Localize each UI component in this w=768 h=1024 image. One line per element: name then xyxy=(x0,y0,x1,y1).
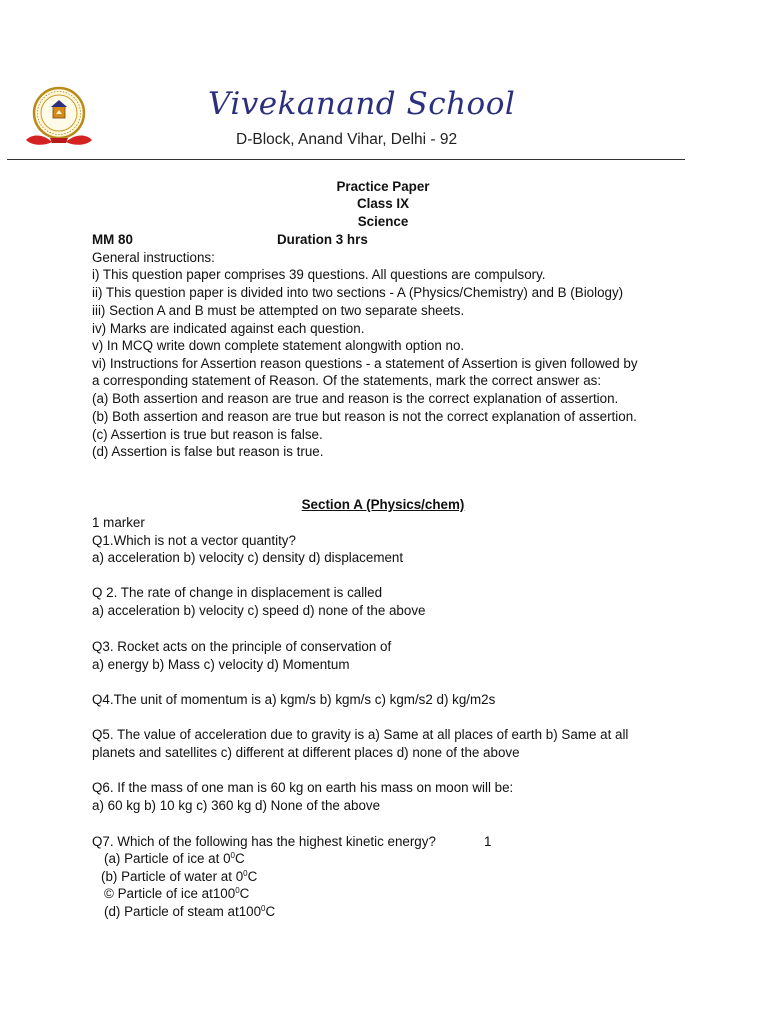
duration: Duration 3 hrs xyxy=(277,232,368,247)
instruction-item: i) This question paper comprises 39 questions. All questions are compulsory. xyxy=(92,267,546,282)
q7-option: © Particle of ice $at100^0C$ xyxy=(104,886,250,901)
q6-options: a) 60 kg b) 10 kg c) 360 kg d) None of the above xyxy=(92,798,381,813)
q7-option: (b) Particle of water at $0^0C$ xyxy=(101,869,258,884)
instruction-item: vi) Instructions for Assertion reason questions - a statement of Assertion is given followed by xyxy=(92,356,638,371)
q6-question: Q6. If the mass of one man is 60 kg on earth his mass on moon will be: xyxy=(92,780,514,795)
q1-options: a) acceleration b) velocity c) density d) displacement xyxy=(92,550,404,565)
instruction-item: (c) Assertion is true but reason is false. xyxy=(92,427,323,442)
q7-option: (d) Particle of steam $at100^0C$ xyxy=(104,904,276,919)
section-a-heading: Section A (Physics/chem) xyxy=(301,497,465,512)
paper-subject: Science xyxy=(357,214,409,229)
q2-options: a) acceleration b) velocity c) speed d) none of the above xyxy=(92,603,426,618)
paper-class: Class IX xyxy=(356,196,410,211)
q5-line-2: planets and satellites c) different at different places d) none of the above xyxy=(92,745,520,760)
instructions-heading: General instructions: xyxy=(92,250,215,265)
school-address: D-Block, Anand Vihar, Delhi - 92 xyxy=(236,131,458,148)
paper-title: Practice Paper xyxy=(336,179,430,194)
q3-question: Q3. Rocket acts on the principle of conservation of xyxy=(92,639,392,654)
instruction-item: v) In MCQ write down complete statement alongwith option no. xyxy=(92,338,465,353)
instruction-item: iv) Marks are indicated against each question. xyxy=(92,321,365,336)
instruction-item: (d) Assertion is false but reason is true. xyxy=(92,444,324,459)
instruction-item: iii) Section A and B must be attempted on two separate sheets. xyxy=(92,303,465,318)
q3-options: a) energy b) Mass c) velocity d) Momentum xyxy=(92,657,350,672)
q7-question: Q7. Which of the following has the highest kinetic energy? xyxy=(92,834,436,849)
q7-marks: 1 xyxy=(484,834,492,849)
school-logo-icon xyxy=(22,86,96,152)
instruction-item: ii) This question paper is divided into two sections - A (Physics/Chemistry) and B (Biology) xyxy=(92,285,624,300)
q4-question: Q4.The unit of momentum is a) kgm/s b) kgm/s c) kgm/s2 d) kg/m2s xyxy=(92,692,496,707)
q2-question: Q 2. The rate of change in displacement is called xyxy=(92,585,383,600)
q1-question: Q1.Which is not a vector quantity? xyxy=(92,533,296,548)
header-divider xyxy=(7,159,685,160)
q7-option: (a) Particle of ice at $0^0C$ xyxy=(104,851,245,866)
instruction-item: (a) Both assertion and reason are true and reason is the correct explanation of assertion. xyxy=(92,391,619,406)
max-marks: MM 80 xyxy=(92,232,133,247)
instruction-item: (b) Both assertion and reason are true but reason is not the correct explanation of assertion. xyxy=(92,409,637,424)
marker-label: 1 marker xyxy=(92,515,145,530)
school-name: Vivekanand School xyxy=(208,86,516,122)
q5-line-1: Q5. The value of acceleration due to gravity is a) Same at all places of earth b) Same at all xyxy=(92,727,629,742)
instruction-item: a corresponding statement of Reason. Of the statements, mark the correct answer as: xyxy=(92,373,602,388)
